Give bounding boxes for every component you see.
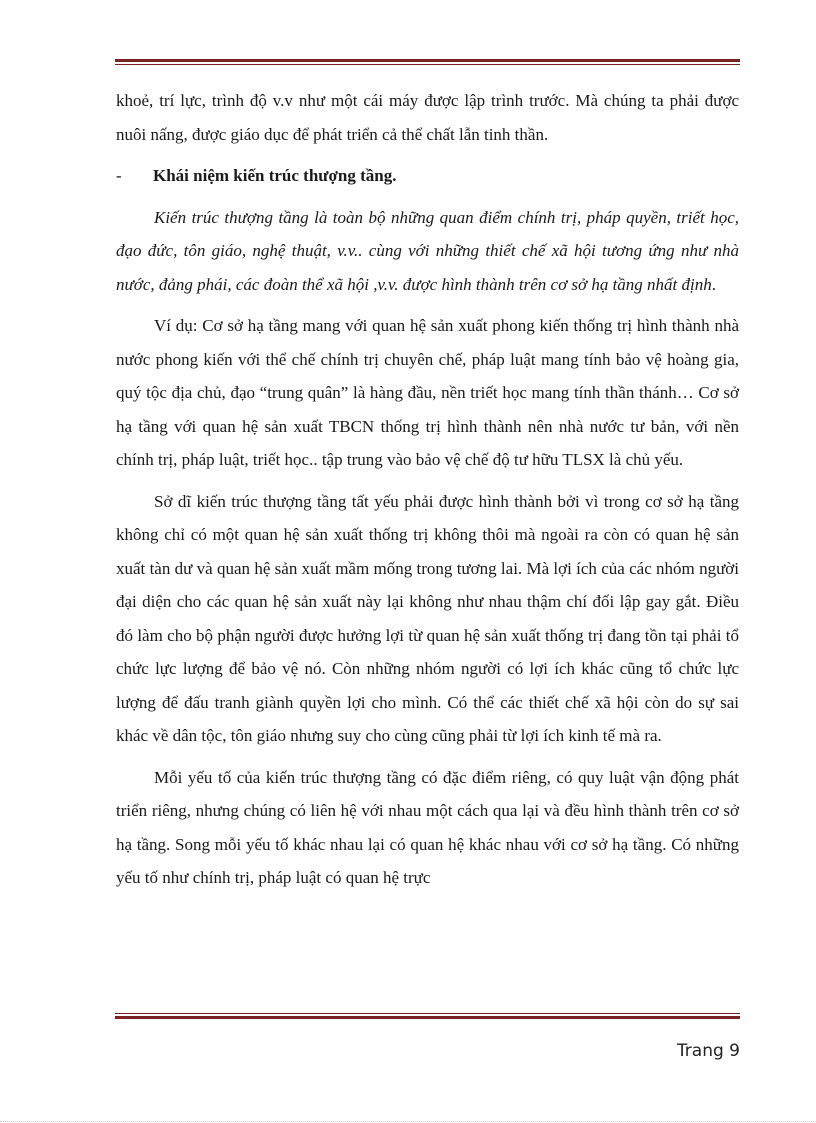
header-rule bbox=[115, 59, 740, 65]
paragraph-continuation: khoẻ, trí lực, trình độ v.v như một cái máy được lập trình trước. Mà chúng ta phải được nuôi nấng, được giáo dục để phát triển cả thể chất lẫn tinh thần. bbox=[116, 91, 739, 144]
header-rule-thick bbox=[115, 59, 740, 62]
definition-italic-text: Kiến trúc thượng tầng là toàn bộ những quan điểm chính trị, pháp quyền, triết học, đạo đức, tôn giáo, nghệ thuật, v.v.. cùng với những thiết chế xã hội tương ứng như nhà nước, đảng phái, các đoàn thể xã hội ,v.v. được hình thành trên cơ sở hạ tầng nhất định bbox=[116, 207, 739, 294]
footer-rule-thick bbox=[115, 1016, 740, 1019]
page-edge-divider bbox=[0, 1121, 816, 1122]
footer-rule bbox=[115, 1013, 740, 1019]
elements-paragraph: Mỗi yếu tố của kiến trúc thượng tầng có đặc điểm riêng, có quy luật vận động phát triển riêng, nhưng chúng có liên hệ với nhau một cách qua lại và đều hình thành trên cơ sở hạ tầng. Song mỗi yếu tố khác nhau lại có quan hệ khác nhau với cơ sở hạ tầng. Có những yếu tố như chính trị, pháp luật có quan hệ trực bbox=[116, 767, 739, 887]
definition-paragraph bbox=[116, 201, 739, 302]
page-number: Trang 9 bbox=[676, 1041, 740, 1061]
footer-rule-thin bbox=[115, 1013, 740, 1014]
explanation-paragraph: Sở dĩ kiến trúc thượng tầng tất yếu phải được hình thành bởi vì trong cơ sở hạ tầng không chỉ có một quan hệ sản xuất thống trị không thôi mà ngoài ra còn có quan hệ sản xuất tàn dư và quan hệ sản xuất mầm mống trong tương lai. Mà lợi ích của các nhóm người đại diện cho các quan hệ sản xuất này lại không như nhau thậm chí đối lập gay gắt. Điều đó làm cho bộ phận người được hưởng lợi từ quan hệ sản xuất thống trị đang tồn tại phải tổ chức lực lượng để bảo vệ nó. Còn những nhóm người có lợi ích khác cũng tổ chức lực lượng để đấu tranh giành quyền lợi cho mình. Có thể các thiết chế xã hội còn do sự sai khác về dân tộc, tôn giáo nhưng suy cho cùng cũng phải từ lợi ích kinh tế mà ra. bbox=[116, 491, 739, 745]
heading-text: Khái niệm kiến trúc thượng tầng. bbox=[153, 166, 397, 185]
page-body bbox=[116, 84, 739, 895]
definition-period: . bbox=[711, 274, 717, 294]
example-paragraph: Ví dụ: Cơ sở hạ tầng mang với quan hệ sản xuất phong kiến thống trị hình thành nhà nước phong kiến với thể chế chính trị chuyên chế, pháp luật mang tính bảo vệ hoàng gia, quý tộc địa chủ, đạo “trung quân” là hàng đầu, nền triết học mang tính thần thánh… Cơ sở hạ tầng với quan hệ sản xuất TBCN thống trị hình thành nên nhà nước tư bản, với nền chính trị, pháp luật, triết học.. tập trung vào bảo vệ chế độ tư hữu TLSX là chủ yếu. bbox=[116, 316, 739, 469]
heading-bullet: - bbox=[116, 166, 122, 185]
header-rule-thin bbox=[115, 64, 740, 65]
section-heading bbox=[116, 159, 739, 193]
